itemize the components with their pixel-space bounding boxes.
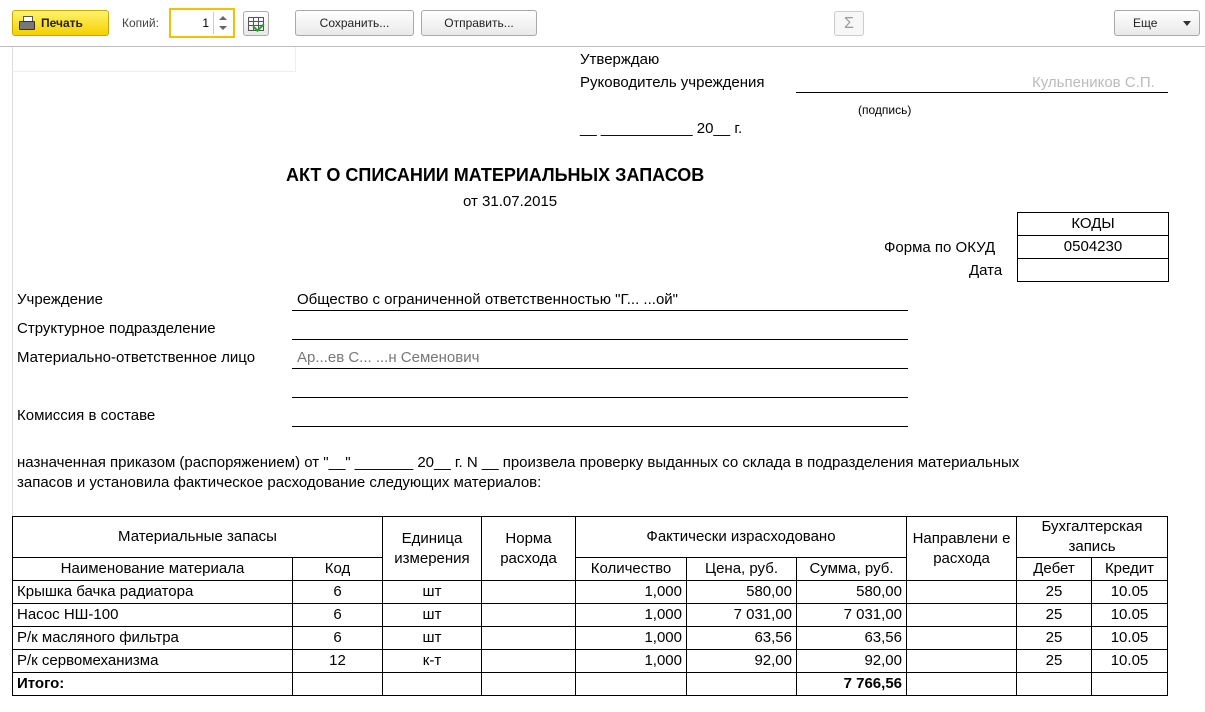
commission-line <box>292 426 908 427</box>
table-settings-icon <box>248 17 264 31</box>
cell-sum: 63,56 <box>797 627 907 650</box>
division-label: Структурное подразделение <box>17 320 216 337</box>
responsible-line-2 <box>292 397 908 398</box>
cell-empty <box>383 673 482 696</box>
total-label: Итого: <box>13 673 293 696</box>
cell-credit: 10.05 <box>1092 650 1168 673</box>
cell-qty: 1,000 <box>576 650 687 673</box>
cell-sum: 92,00 <box>797 650 907 673</box>
sum-button[interactable]: Σ <box>834 11 864 36</box>
cell-norm <box>482 650 576 673</box>
table-row <box>13 650 1168 673</box>
cell-name: Р/к масляного фильтра <box>13 627 293 650</box>
cell-sum: 7 031,00 <box>797 604 907 627</box>
cell-code: 6 <box>293 581 383 604</box>
head-signature-line <box>796 92 1168 93</box>
cell-debit: 25 <box>1017 650 1092 673</box>
cell-empty <box>907 673 1017 696</box>
header-cell-divider-v <box>295 47 296 72</box>
cell-empty <box>293 673 383 696</box>
cell-price: 92,00 <box>687 650 797 673</box>
col-direction-header: Направлени е расхода <box>907 517 1017 581</box>
col-norm-header: Норма расхода <box>482 517 576 581</box>
cell-credit: 10.05 <box>1092 581 1168 604</box>
printer-icon <box>19 16 35 30</box>
date-value <box>1018 259 1169 282</box>
cell-direction <box>907 650 1017 673</box>
col-unit-header: Единица измерения <box>383 517 482 581</box>
cell-debit: 25 <box>1017 604 1092 627</box>
cell-price: 63,56 <box>687 627 797 650</box>
col-credit-header: Кредит <box>1092 558 1168 581</box>
cell-code: 6 <box>293 627 383 650</box>
head-label: Руководитель учреждения <box>580 74 765 91</box>
copies-label: Копий: <box>122 16 159 30</box>
paragraph-line-2: запасов и установила фактическое расходование следующих материалов: <box>17 474 542 491</box>
cell-qty: 1,000 <box>576 604 687 627</box>
division-line <box>292 339 908 340</box>
chevron-down-icon <box>1183 21 1191 26</box>
print-button[interactable] <box>12 10 109 36</box>
cell-empty <box>687 673 797 696</box>
institution-line <box>292 310 908 311</box>
cell-direction <box>907 581 1017 604</box>
approve-label: Утверждаю <box>580 51 660 68</box>
total-row <box>13 673 1168 696</box>
col-sum-header: Сумма, руб. <box>797 558 907 581</box>
responsible-line <box>292 368 908 369</box>
codes-table <box>1017 212 1169 282</box>
copies-input[interactable] <box>175 14 209 32</box>
materials-table <box>12 516 1168 696</box>
institution-value: Общество с ограниченной ответственностью "Г... ...ой" <box>297 291 678 308</box>
cell-code: 12 <box>293 650 383 673</box>
col-qty-header: Количество <box>576 558 687 581</box>
cell-code: 6 <box>293 604 383 627</box>
cell-unit: к-т <box>383 650 482 673</box>
table-row <box>13 627 1168 650</box>
header-cell-divider <box>12 71 295 72</box>
col-actual-header: Фактически израсходовано <box>576 517 907 558</box>
cell-price: 580,00 <box>687 581 797 604</box>
cell-sum: 580,00 <box>797 581 907 604</box>
codes-header: КОДЫ <box>1018 213 1169 236</box>
approval-date: __ ___________ 20__ г. <box>580 120 743 137</box>
col-materials-header: Материальные запасы <box>13 517 383 558</box>
paragraph-line-1: назначенная приказом (распоряжением) от "__" _______ 20__ г. N __ произвела проверку выданных со склада в подразделения материальных <box>17 454 1020 471</box>
cell-credit: 10.05 <box>1092 604 1168 627</box>
cell-empty <box>1092 673 1168 696</box>
send-button[interactable]: Отправить... <box>421 10 537 36</box>
document-title: АКТ О СПИСАНИИ МАТЕРИАЛЬНЫХ ЗАПАСОВ <box>286 165 705 185</box>
col-accounting-header: Бухгалтерская запись <box>1017 517 1168 558</box>
cell-unit: шт <box>383 627 482 650</box>
page-left-border <box>12 47 13 517</box>
cell-norm <box>482 581 576 604</box>
date-label: Дата <box>969 262 1003 279</box>
signature-hint: (подпись) <box>858 103 912 117</box>
more-button-label: Еще <box>1133 16 1158 30</box>
cell-price: 7 031,00 <box>687 604 797 627</box>
col-name-header: Наименование материала <box>13 558 293 581</box>
cell-unit: шт <box>383 604 482 627</box>
cell-norm <box>482 604 576 627</box>
cell-direction <box>907 604 1017 627</box>
spin-down-icon[interactable] <box>219 26 227 30</box>
cell-direction <box>907 627 1017 650</box>
commission-label: Комиссия в составе <box>17 407 156 424</box>
cell-name: Насос НШ-100 <box>13 604 293 627</box>
cell-debit: 25 <box>1017 627 1092 650</box>
cell-qty: 1,000 <box>576 627 687 650</box>
cell-empty <box>576 673 687 696</box>
print-settings-button[interactable] <box>243 11 269 36</box>
copies-stepper[interactable] <box>213 12 232 34</box>
okud-value: 0504230 <box>1018 236 1169 259</box>
print-button-label: Печать <box>41 16 83 30</box>
cell-empty <box>1017 673 1092 696</box>
spin-up-icon[interactable] <box>219 16 227 20</box>
cell-empty <box>482 673 576 696</box>
col-code-header: Код <box>293 558 383 581</box>
cell-qty: 1,000 <box>576 581 687 604</box>
table-row <box>13 581 1168 604</box>
cell-debit: 25 <box>1017 581 1092 604</box>
responsible-label: Материально-ответственное лицо <box>17 349 256 366</box>
institution-label: Учреждение <box>17 291 103 308</box>
head-name: Кульпеников С.П. <box>1032 74 1155 91</box>
copies-field[interactable] <box>169 8 235 38</box>
responsible-value: Ар...ев С... ...н Семенович <box>297 349 480 366</box>
cell-name: Крышка бачка радиатора <box>13 581 293 604</box>
cell-credit: 10.05 <box>1092 627 1168 650</box>
cell-norm <box>482 627 576 650</box>
save-button[interactable]: Сохранить... <box>295 10 414 36</box>
more-button[interactable] <box>1114 10 1200 36</box>
cell-name: Р/к сервомеханизма <box>13 650 293 673</box>
table-row <box>13 604 1168 627</box>
document-date: от 31.07.2015 <box>463 193 558 210</box>
col-debit-header: Дебет <box>1017 558 1092 581</box>
total-sum: 7 766,56 <box>797 673 907 696</box>
col-price-header: Цена, руб. <box>687 558 797 581</box>
toolbar <box>0 0 1205 46</box>
cell-unit: шт <box>383 581 482 604</box>
okud-label: Форма по ОКУД <box>884 239 996 256</box>
